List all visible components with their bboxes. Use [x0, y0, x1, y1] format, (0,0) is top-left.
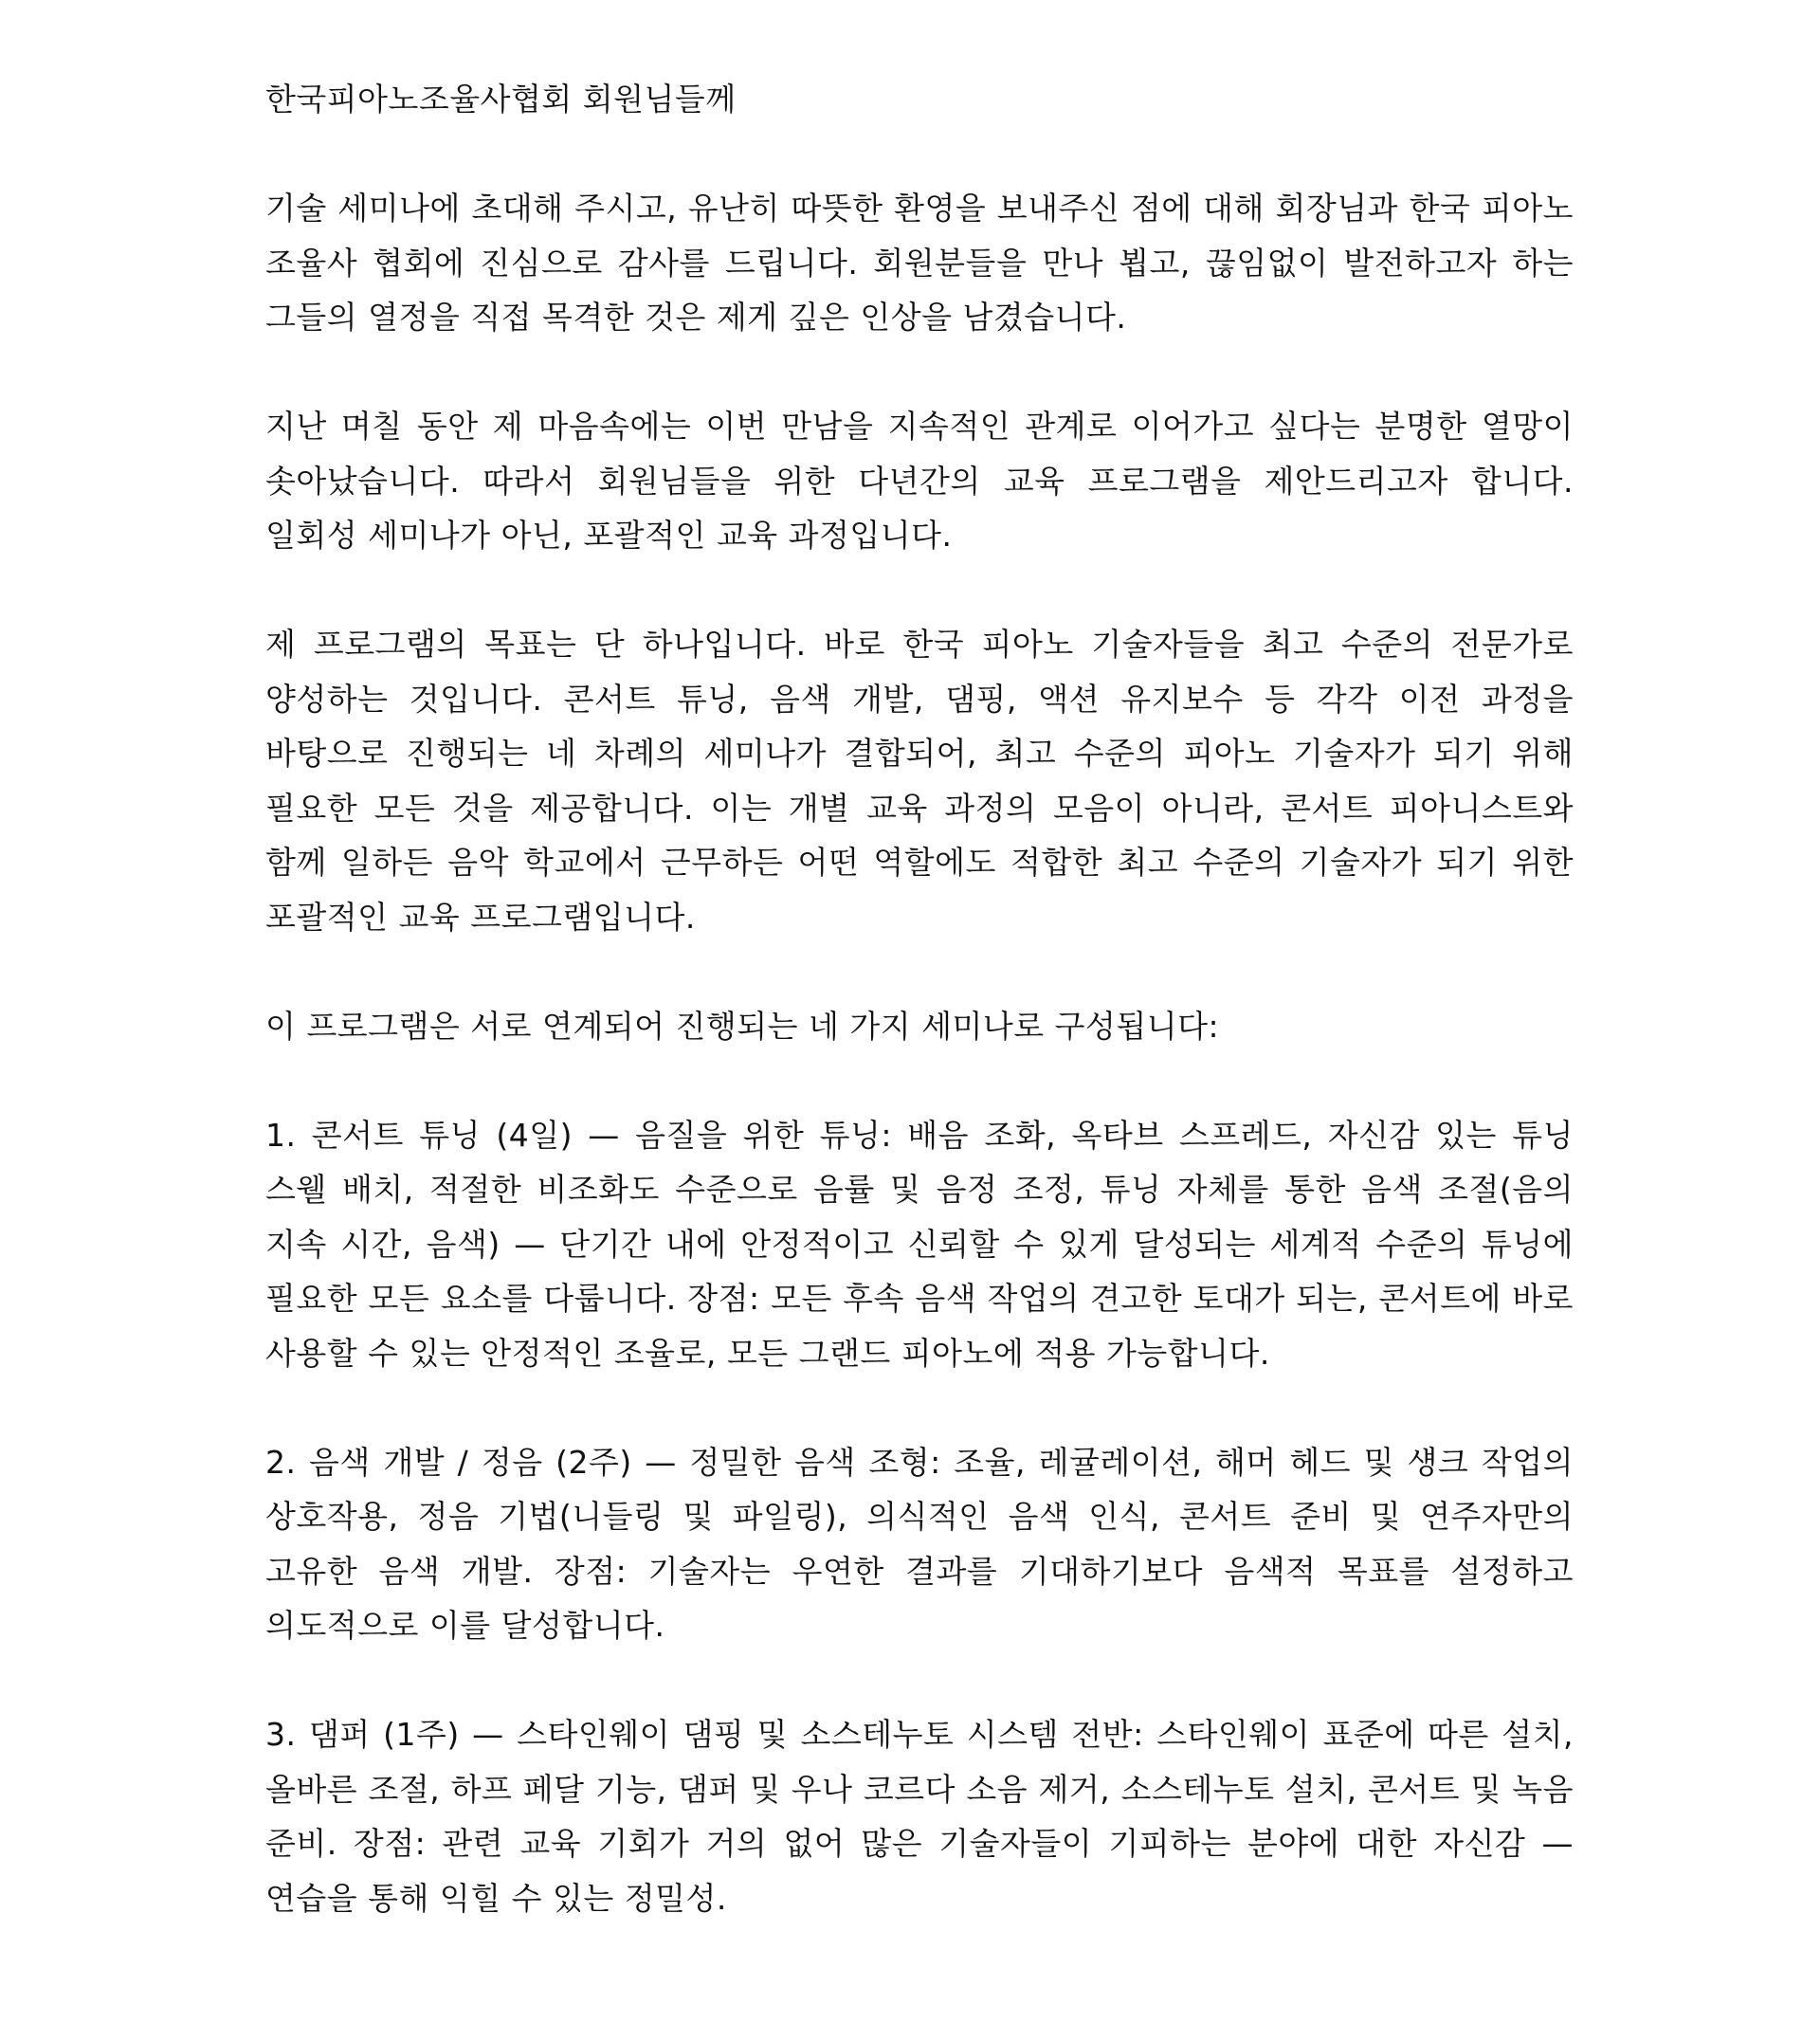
letter-salutation: 한국피아노조율사협회 회원님들께 — [265, 81, 737, 118]
seminar-item-concert-tuning: 1. 콘서트 튜닝 (4일) — 음질을 위한 튜닝: 배음 조화, 옥타브 스프레드, 자신감 있는 튜닝 스웰 배치, 적절한 비조화도 수준으로 음률 및 음정 조정, 튜닝 자체를 통한 음색 조절(음의 지속 시간, 음색) — 단기간 내에 안정적이고 신뢰할 수 있게 달성되는 세계적 수준의 튜닝에 필요한 모든 요소를 다룹니다. 장점: 모든 후속 음색 작업의 견고한 토대가 되는, 콘서트에 바로 사용할 수 있는 안정적인 조율로, 모든 그랜드 피아노에 적용 가능합니다. — [265, 1116, 1574, 1372]
paragraph-program-intro: 이 프로그램은 서로 연계되어 진행되는 네 가지 세미나로 구성됩니다: — [265, 1007, 1220, 1045]
seminar-item-dampers: 3. 댐퍼 (1주) — 스타인웨이 댐핑 및 소스테누토 시스템 전반: 스타인웨이 표준에 따른 설치, 올바른 조절, 하프 페달 기능, 댐퍼 및 우나 코르다 소음 제거, 소스테누토 설치, 콘서트 및 녹음 준비. 장점: 관련 교육 기회가 거의 없어 많은 기술자들이 기피하는 분야에 대한 자신감 — 연습을 통해 익힐 수 있는 정밀성. — [265, 1716, 1574, 1917]
paragraph-thanks: 기술 세미나에 초대해 주시고, 유난히 따뜻한 환영을 보내주신 점에 대해 회장님과 한국 피아노 조율사 협회에 진심으로 감사를 드립니다. 회원분들을 만나 뵙고, 끊임없이 발전하고자 하는 그들의 열정을 직접 목격한 것은 제게 깊은 인상을 남겼습니다. — [265, 190, 1574, 336]
paragraph-program-goal: 제 프로그램의 목표는 단 하나입니다. 바로 한국 피아노 기술자들을 최고 수준의 전문가로 양성하는 것입니다. 콘서트 튜닝, 음색 개발, 댐핑, 액션 유지보수 등 각각 이전 과정을 바탕으로 진행되는 네 차례의 세미나가 결합되어, 최고 수준의 피아노 기술자가 되기 위해 필요한 모든 것을 제공합니다. 이는 개별 교육 과정의 모음이 아니라, 콘서트 피아니스트와 함께 일하든 음악 학교에서 근무하든 어떤 역할에도 적합한 최고 수준의 기술자가 되기 위한 포괄적인 교육 프로그램입니다. — [265, 626, 1574, 936]
seminar-item-voicing: 2. 음색 개발 / 정음 (2주) — 정밀한 음색 조형: 조율, 레귤레이션, 해머 헤드 및 섕크 작업의 상호작용, 정음 기법(니들링 및 파일링), 의식적인 음색 인식, 콘서트 준비 및 연주자만의 고유한 음색 개발. 장점: 기술자는 우연한 결과를 기대하기보다 음색적 목표를 설정하고 의도적으로 이를 달성합니다. — [265, 1443, 1574, 1644]
letter-body — [265, 72, 1574, 1925]
paragraph-proposal: 지난 며칠 동안 제 마음속에는 이번 만남을 지속적인 관계로 이어가고 싶다는 분명한 열망이 솟아났습니다. 따라서 회원님들을 위한 다년간의 교육 프로그램을 제안드리고자 합니다. 일회성 세미나가 아닌, 포괄적인 교육 과정입니다. — [265, 408, 1574, 554]
